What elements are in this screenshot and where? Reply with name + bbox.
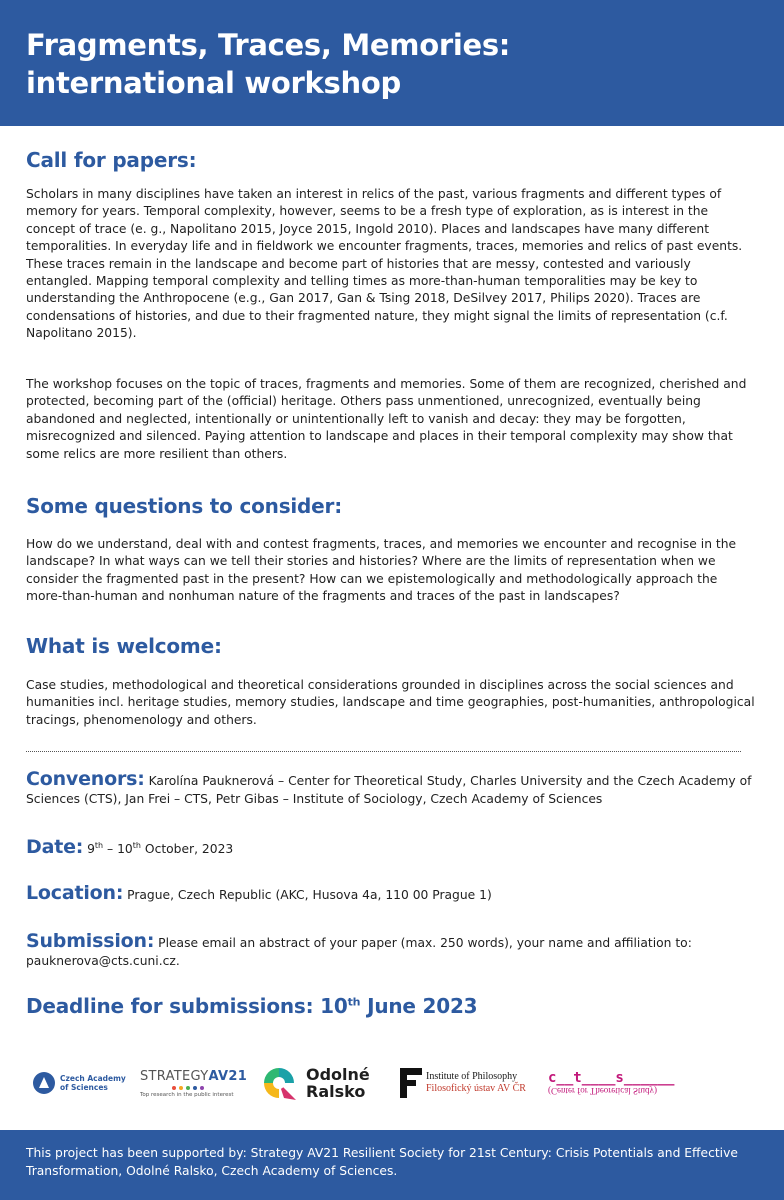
institute-of-philosophy-logo[interactable]	[400, 1058, 526, 1108]
submission-block	[26, 932, 756, 970]
cts-line1: c__t____s______	[548, 1070, 675, 1086]
philosophy-line2: Filosofický ústav AV ČR	[426, 1083, 526, 1094]
deadline-heading	[26, 994, 477, 1018]
date-sup-start: th	[94, 841, 104, 850]
welcome-heading: What is welcome:	[26, 634, 222, 658]
deadline-sup: th	[347, 995, 361, 1009]
strategy-suffix: AV21	[208, 1068, 248, 1084]
deadline-prefix: Deadline for submissions: 10	[26, 994, 348, 1018]
cas-logo-line2: of Sciences	[60, 1083, 108, 1092]
odolne-line1: Odolné	[306, 1065, 370, 1084]
call-paragraph-2: The workshop focuses on the topic of traces, fragments and memories. Some of them are recognized, cherished and protected, becoming part of the (official) heritage. Others pass unmentioned, unrecognized, eventually being abandoned and neglected, intentionally or unintentionally left to vanish and decay: they may be forgotten, misrecognized and silenced. Paying attention to landscape and places in their temporal complexity may show that some relics are more resilient than others.	[26, 377, 747, 461]
logo-strip	[26, 1058, 756, 1108]
date-text	[87, 842, 233, 856]
philosophy-line1: Institute of Philosophy	[426, 1071, 518, 1082]
deadline-suffix: June 2023	[360, 994, 478, 1018]
footer-text: This project has been supported by: Strategy AV21 Resilient Society for 21st Century: Crisis Potentials and Effective Transformation, Odolné Ralsko, Czech Academy of Sciences.	[26, 1146, 738, 1178]
location-block	[26, 884, 756, 904]
submission-text[interactable]: Please email an abstract of your paper (max. 250 words), your name and affiliation to: pauknerova@cts.cuni.cz.	[26, 936, 692, 968]
location-text: Prague, Czech Republic (AKC, Husova 4a, 110 00 Prague 1)	[127, 888, 492, 902]
cas-logo[interactable]	[32, 1058, 126, 1108]
odolne-ralsko-logo[interactable]	[260, 1058, 370, 1108]
submission-label: Submission:	[26, 930, 155, 952]
date-month: October, 2023	[140, 842, 234, 857]
welcome-paragraph: Case studies, methodological and theoretical considerations grounded in disciplines across the social sciences and humanities incl. heritage studies, memory studies, landscape and time geographies, post-humanities, anthropological tracings, phenomenology and others.	[26, 678, 755, 727]
convenors-block	[26, 770, 756, 808]
title-line-2: international workshop	[26, 66, 401, 100]
questions-paragraph: How do we understand, deal with and contest fragments, traces, and memories we encounter and recognise in the landscape? In what ways can we tell their stories and histories? Where are the limits of representation when we consider the fragmented past in the present? How can we epistemologically and methodologically approach the more-than-human and nonhuman nature of the fragments and traces of the past in landscapes?	[26, 537, 737, 604]
strategy-tagline: Top research in the public interest	[140, 1091, 234, 1098]
cas-logo-line1: Czech Academy	[60, 1074, 126, 1083]
date-sup-end: th	[132, 841, 141, 850]
title-line-1: Fragments, Traces, Memories:	[26, 28, 511, 62]
date-label: Date:	[26, 836, 84, 859]
questions-heading: Some questions to consider:	[26, 494, 342, 518]
philosophy-f-icon	[400, 1068, 422, 1098]
cas-emblem-icon	[32, 1071, 56, 1095]
location-label: Location:	[26, 882, 124, 904]
cts-logo[interactable]	[548, 1058, 674, 1108]
odolne-line2: Ralsko	[306, 1082, 366, 1101]
strategy-av21-logo[interactable]	[140, 1058, 247, 1108]
date-block	[26, 837, 756, 858]
footer-banner	[0, 1130, 784, 1200]
dotted-divider	[26, 751, 741, 752]
strategy-dots-icon	[172, 1086, 204, 1090]
odolne-emblem-icon	[260, 1064, 300, 1102]
convenors-text: Karolína Pauknerová – Center for Theoretical Study, Charles University and the Czech Academy of Sciences (CTS), Jan Frei – CTS, Petr Gibas – Institute of Sociology, Czech Academy of Sciences	[26, 774, 752, 806]
call-paragraph-1: Scholars in many disciplines have taken an interest in relics of the past, various fragments and different types of memory for years. Temporal complexity, however, seems to be a fresh type of exploration, as is interest in the concept of trace (e. g., Napolitano 2015, Joyce 2015, Ingold 2010). Places and landscapes have many different temporalities. In everyday life and in fieldwork we encounter fragments, traces, memories and relics of past events. These traces remain in the landscape and become part of histories that are messy, contested and variously entangled. Mapping temporal complexity and telling times as more-than-human temporalities may be key to understanding the Anthropocene (e.g., Gan 2017, Gan & Tsing 2018, DeSilvey 2017, Philips 2020). Traces are condensations of histories, and due to their fragmented nature, they might signal the limits of representation (c.f. Napolitano 2015).	[26, 187, 743, 341]
header-banner	[0, 0, 784, 126]
strategy-prefix: STRATEGY	[140, 1068, 209, 1084]
convenors-label: Convenors:	[26, 768, 145, 790]
cts-line2: (Center for Theoretical Study)	[548, 1086, 658, 1096]
page-title	[26, 26, 758, 102]
call-for-papers-heading: Call for papers:	[26, 148, 197, 172]
date-day-end: – 10	[103, 842, 133, 857]
date-day-start: 9	[87, 842, 95, 857]
